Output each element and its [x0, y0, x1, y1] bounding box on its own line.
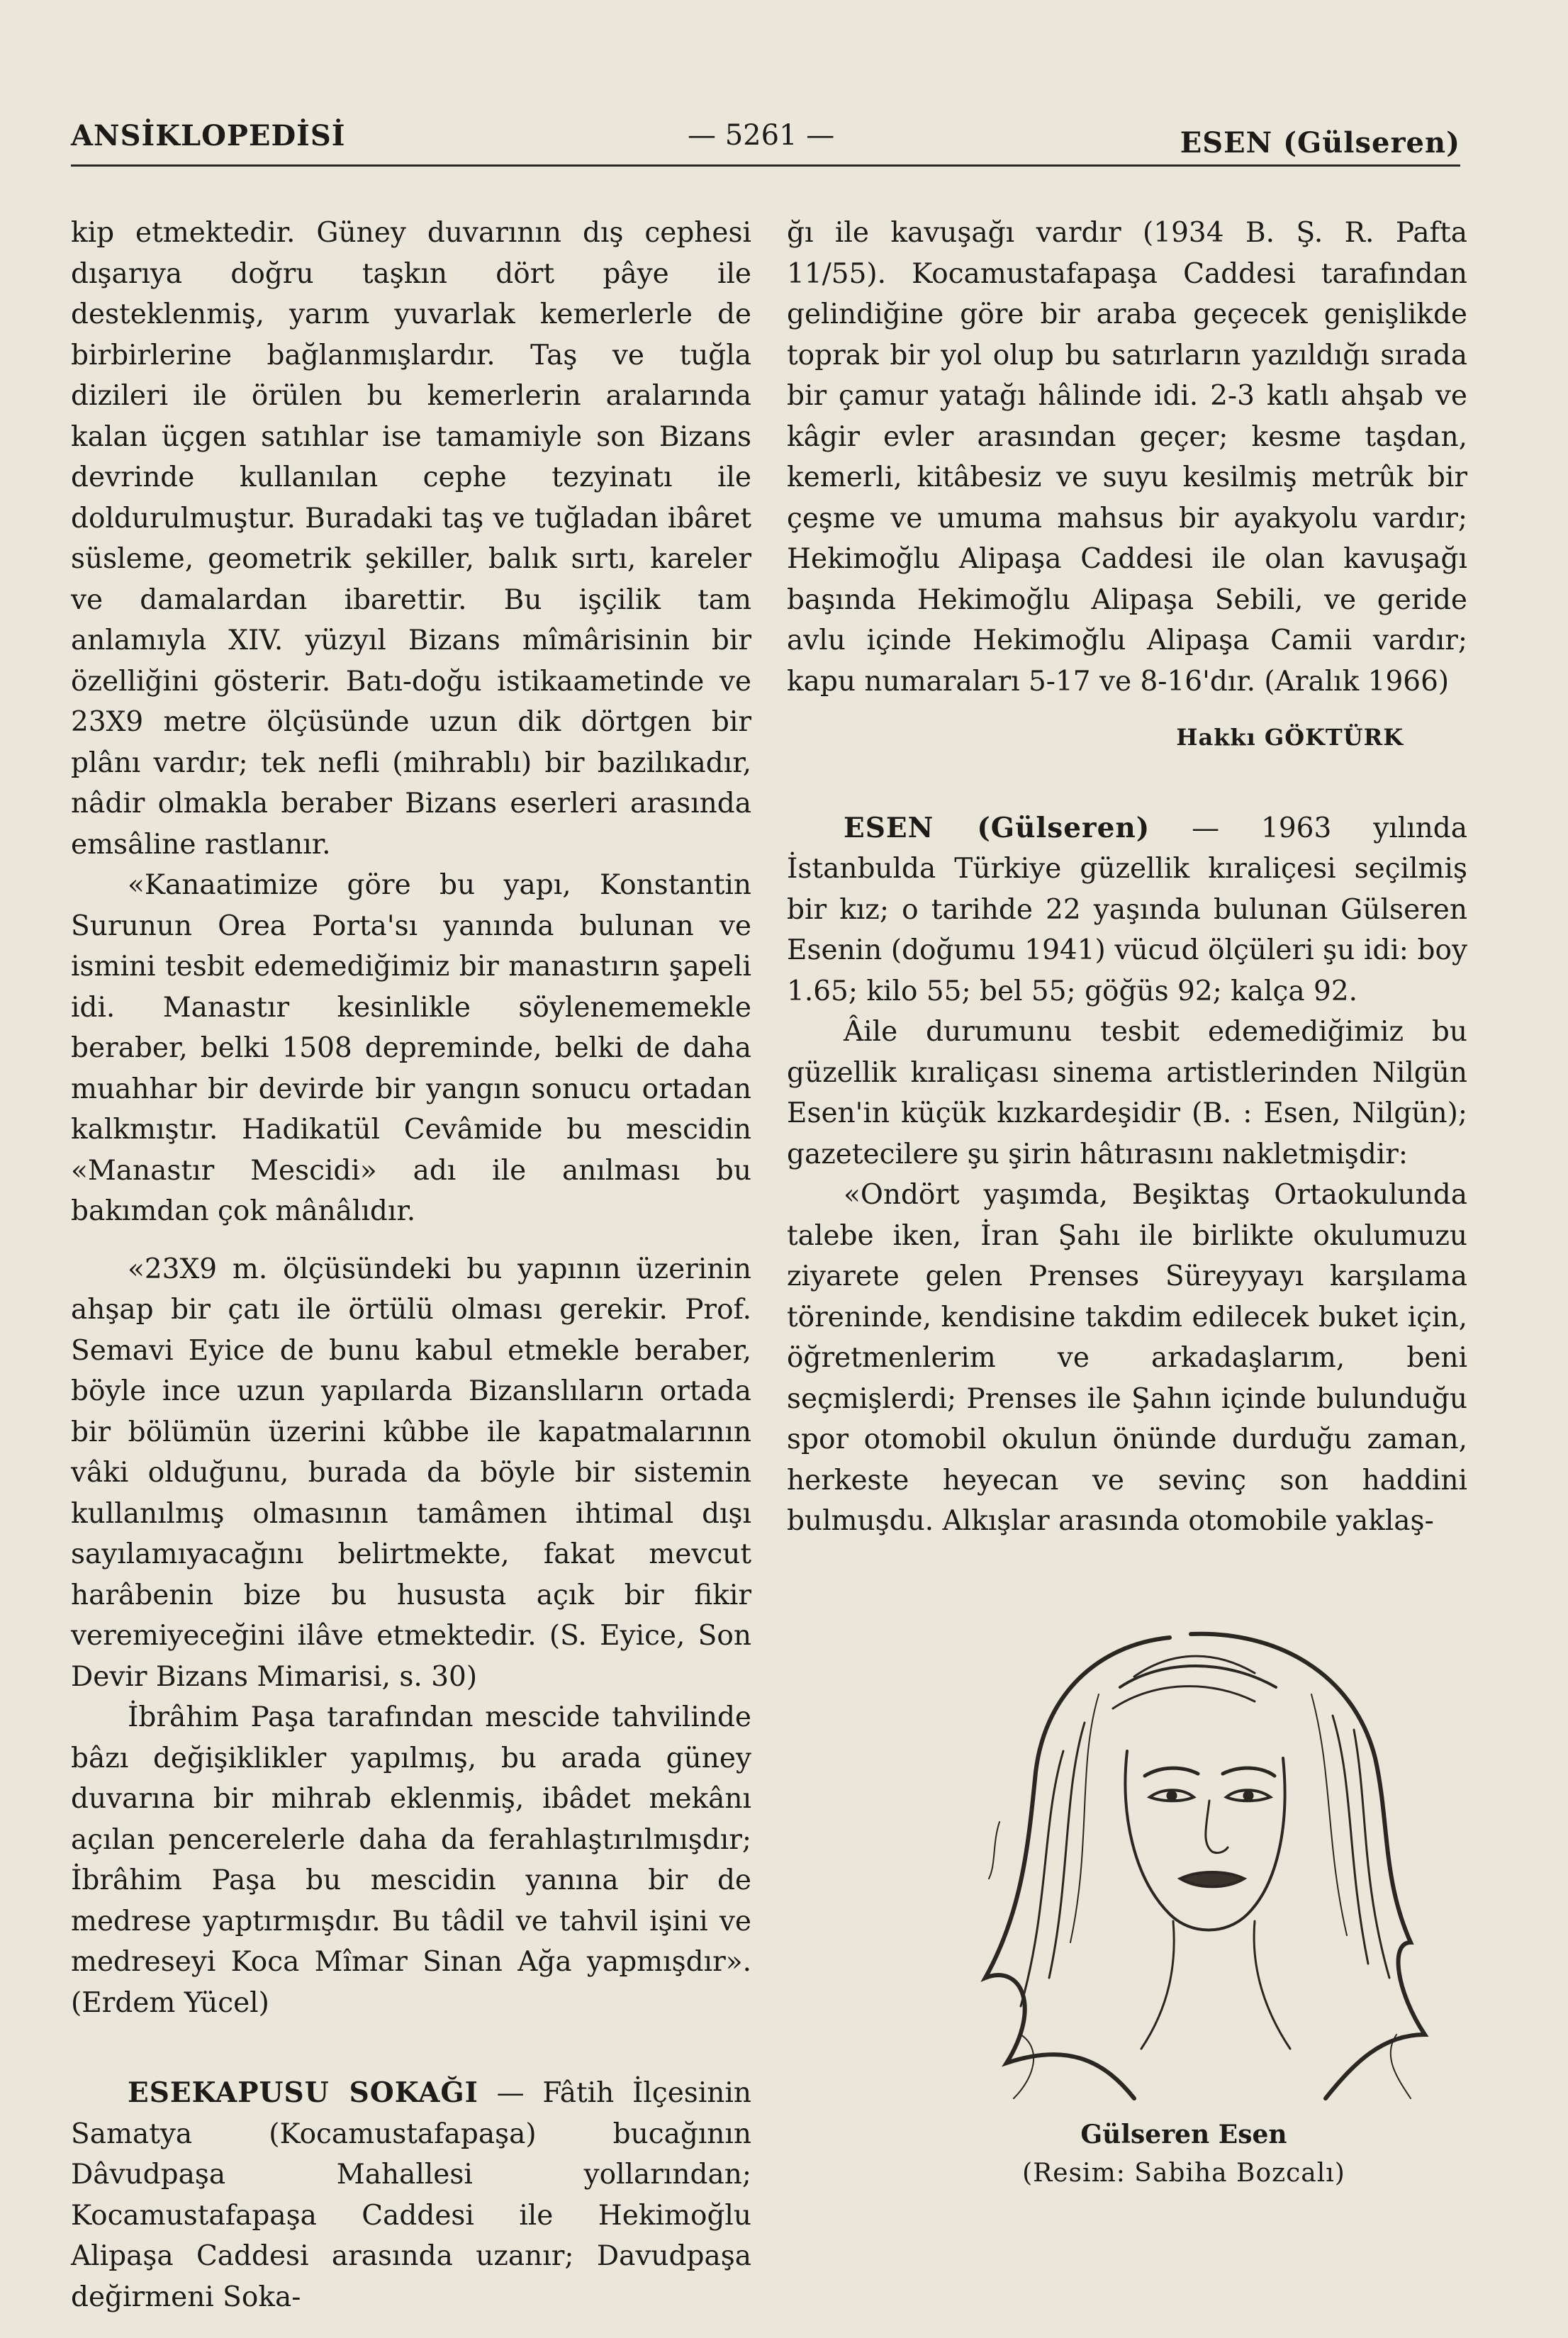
- page-number: — 5261 —: [688, 119, 835, 152]
- author-signature: Hakkı GÖKTÜRK: [1176, 724, 1404, 751]
- portrait-sketch-icon: [957, 1609, 1453, 2105]
- entry-body: — Fâtih İlçesinin Samatya (Kocamustafapaşa) bucağının Dâvudpaşa Mahallesi yollarından; Kocamustafapaşa Caddesi ile Hekimoğlu Alipaşa Caddesi arasında uzanır; Davudpaşa değirmeni Soka-: [71, 2077, 752, 2313]
- header-entry: ESEN (Gülseren): [1180, 126, 1460, 160]
- entry-paragraph: [71, 2073, 751, 2317]
- header-title: ANSİKLOPEDİSİ: [71, 119, 346, 152]
- entry-paragraph: [787, 808, 1467, 1012]
- entry-heading: ESEKAPUSU SOKAĞI: [128, 2076, 478, 2109]
- paragraph: İbrâhim Paşa tarafından mescide tahvilinde bâzı değişiklikler yapılmış, bu arada güney duvarına bir mihrab eklenmiş, ibâdet mekânı açılan pencerelerle daha da ferahlaştırılmışdır; İbrâhim Paşa bu mescidin yanına bir de medrese yaptırmışdır. Bu tâdil ve tahvil işini ve medreseyi Koca Mîmar Sinan Ağa yapmışdır». (Erdem Yücel): [71, 1701, 751, 2019]
- portrait-drawing: [957, 1609, 1453, 2105]
- paragraph: kip etmektedir. Güney duvarının dış cephesi dışarıya doğru taşkın dört pâye ile desteklenmiş, yarım yuvarlak kemerlerle de birbirlerine bağlanmışlardır. Taş ve tuğla dizileri ile örülen bu kemerlerin aralarında kalan üçgen satıhlar ise tamamiyle son Bizans devrinde kullanılan cephe tezyinatı ile doldurulmuştur. Buradaki taş ve tuğladan ibâret süsleme, geometrik şekiller, balık sırtı, kareler ve damalardan ibarettir. Bu işçilik tam anlamıyla XIV. yüzyıl Bizans mîmârisinin bir özelliğini gösterir. Batı-doğu istikaametinde ve 23X9 metre ölçüsünde uzun dik dörtgen bir plânı vardır; tek nefli (mihrablı) bir bazilıkadır, nâdir olmakla beraber Bizans eserleri arasında emsâline rastlanır.: [71, 217, 751, 861]
- figure-caption-credit: (Resim: Sabiha Bozcalı): [1022, 2159, 1345, 2188]
- entry-body: — 1963 yılında İstanbulda Türkiye güzellik kıraliçesi seçilmiş bir kız; o tarihde 22 yaşında bulunan Gülseren Esenin (doğumu 1941) vücud ölçüleri şu idi: boy 1.65; kilo 55; bel 55; göğüs 92; kalça 92.: [787, 812, 1467, 1007]
- header-rule: [71, 164, 1460, 167]
- left-column: [71, 213, 751, 2317]
- paragraph: «Kanaatimize göre bu yapı, Konstantin Surunun Orea Porta'sı yanında bulunan ve ismini tesbit edemediğimiz bir manastırın şapeli idi. Manastır kesinlikle söylenememekle beraber, belki 1508 depreminde, belki de daha muahhar bir devirde bir yangın sonucu ortadan kalkmıştır. Hadikatül Cevâmide bu mescidin «Manastır Mescidi» adı ile anılması bu bakımdan çok mânâlıdır.: [71, 869, 751, 1227]
- figure-caption-name: Gülseren Esen: [1080, 2120, 1287, 2149]
- paragraph: «Ondört yaşımda, Beşiktaş Ortaokulunda talebe iken, İran Şahı ile birlikte okulumuzu ziyarete gelen Prenses Süreyyayı karşılama töreninde, kendisine takdim edilecek buket için, öğretmenlerim ve arkadaşlarım, beni seçmişlerdi; Prenses ile Şahın içinde bulunduğu spor otomobil okulun önünde durduğu zaman, herkeste heyecan ve sevinç son haddini bulmuşdu. Alkışlar arasında otomobile yaklaş-: [787, 1179, 1467, 1537]
- paragraph: ğı ile kavuşağı vardır (1934 B. Ş. R. Pafta 11/55). Kocamustafapaşa Caddesi tarafından gelindiğine göre bir araba geçecek genişlikde toprak bir yol olup bu satırların yazıldığı sırada bir çamur yatağı hâlinde idi. 2-3 katlı ahşab ve kâgir evler arasından geçer; kesme taşdan, kemerli, kitâbesiz ve suyu kesilmiş metrûk bir çeşme ve umuma mahsus bir ayakyolu vardır; Hekimoğlu Alipaşa Caddesi ile olan kavuşağı başında Hekimoğlu Alipaşa Sebili, ve geride avlu içinde Hekimoğlu Alipaşa Camii vardır; kapu numaraları 5-17 ve 8-16'dır. (Aralık 1966): [787, 217, 1467, 698]
- paragraph: «23X9 m. ölçüsündeki bu yapının üzerinin ahşap bir çatı ile örtülü olması gerekir. Prof. Semavi Eyice de bunu kabul etmekle beraber, böyle ince uzun yapılarda Bizanslıların ortada bir bölümün üzerini kûbbe ile kapatmalarının vâki olduğunu, burada da böyle bir sistemin kullanılmış olmasının tamâmen ihtimal dışı sayılamıyacağını belirtmekte, fakat mevcut harâbenin bize bu hususta açık bir fikir veremiyeceğini ilâve etmektedir. (S. Eyice, Son Devir Bizans Mimarisi, s. 30): [71, 1253, 751, 1693]
- paragraph: Âile durumunu tesbit edemediğimiz bu güzellik kıraliçası sinema artistlerinden Nilgün Esen'in küçük kızkardeşidir (B. : Esen, Nilgün); gazetecilere şu şirin hâtırasını nakletmişdir:: [787, 1016, 1467, 1170]
- entry-heading: ESEN (Gülseren): [844, 811, 1150, 844]
- right-column: [787, 213, 1467, 1542]
- running-header: [71, 119, 1460, 169]
